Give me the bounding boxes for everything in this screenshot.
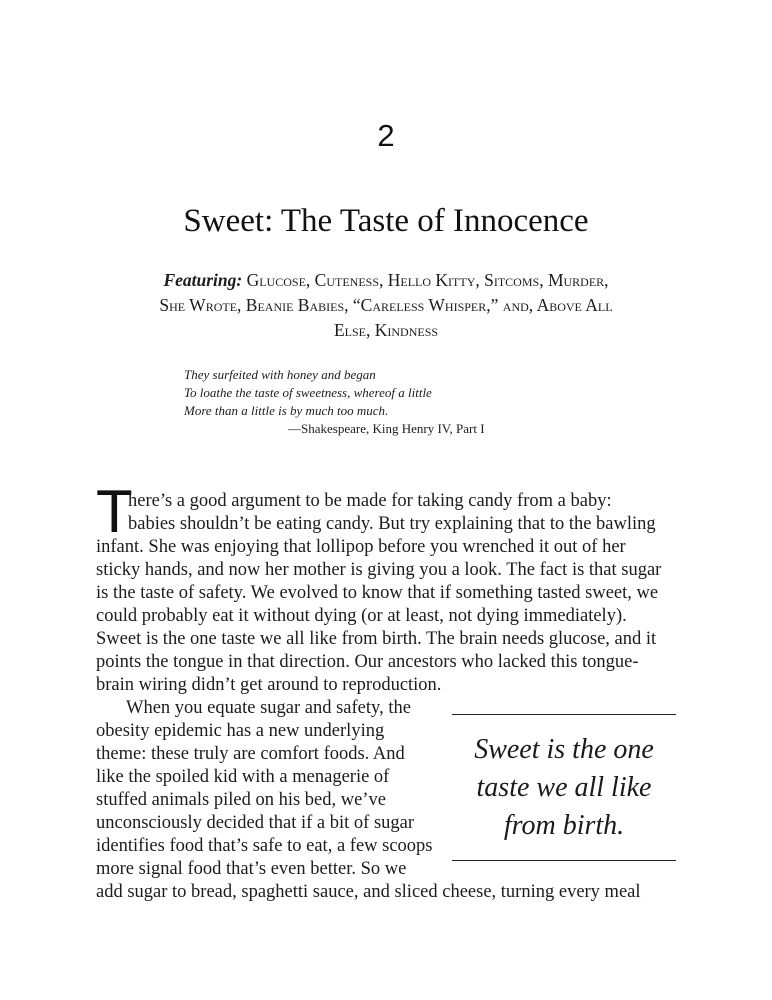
text-line: add sugar to bread, spaghetti sauce, and sliced cheese, turning every meal [96, 882, 641, 902]
pull-quote-line: from birth. [503, 809, 625, 841]
drop-cap: T [96, 478, 133, 545]
text-line: is the taste of safety. We evolved to know that if something tasted sweet, we [96, 583, 659, 603]
epigraph [184, 366, 624, 438]
featuring-lead: Featuring: [163, 270, 243, 290]
text-line: Sweet is the one taste we all like from birth. The brain needs glucose, and it [96, 629, 657, 649]
text-line: stuffed animals piled on his bed, we’ve [96, 790, 386, 810]
epigraph-line: They surfeited with honey and began [184, 367, 376, 382]
text-line: When you equate sugar and safety, the [126, 698, 411, 718]
pull-quote-line: taste we all like [476, 771, 652, 803]
featuring-line-3: Else, Kindness [333, 320, 439, 340]
text-line: here’s a good argument to be made for taking candy from a baby: [128, 491, 612, 511]
pull-quote-line: Sweet is the one [474, 733, 654, 765]
epigraph-attribution: —Shakespeare, King Henry IV, Part I [288, 421, 485, 436]
epigraph-line: More than a little is by much too much. [184, 403, 389, 418]
chapter-number: 2 [377, 118, 395, 153]
text-line: unconsciously decided that if a bit of sugar [96, 813, 415, 833]
featuring-list [130, 268, 642, 343]
text-line: babies shouldn’t be eating candy. But try explaining that to the bawling [128, 514, 656, 534]
text-line: points the tongue in that direction. Our ancestors who lacked this tongue- [96, 652, 639, 672]
text-line: brain wiring didn’t get around to reproduction. [96, 675, 442, 695]
pull-quote [452, 714, 676, 861]
featuring-line-2: She Wrote, Beanie Babies, “Careless Whisper,” and, Above All [159, 295, 613, 315]
epigraph-line: To loathe the taste of sweetness, whereof a little [184, 385, 432, 400]
text-line: identifies food that’s safe to eat, a few scoops [96, 836, 433, 856]
text-line: more signal food that’s even better. So we [96, 859, 407, 879]
chapter-title: Sweet: The Taste of Innocence [183, 203, 589, 239]
featuring-line-1: Glucose, Cuteness, Hello Kitty, Sitcoms, Murder, [246, 270, 609, 290]
text-line: infant. She was enjoying that lollipop before you wrenched it out of her [96, 537, 626, 557]
text-line: could probably eat it without dying (or at least, not dying immediately). [96, 606, 627, 626]
text-line: like the spoiled kid with a menagerie of [96, 767, 390, 787]
text-line: obesity epidemic has a new underlying [96, 721, 385, 741]
text-line: sticky hands, and now her mother is giving you a look. The fact is that sugar [96, 560, 662, 580]
text-line: theme: these truly are comfort foods. And [96, 744, 405, 764]
